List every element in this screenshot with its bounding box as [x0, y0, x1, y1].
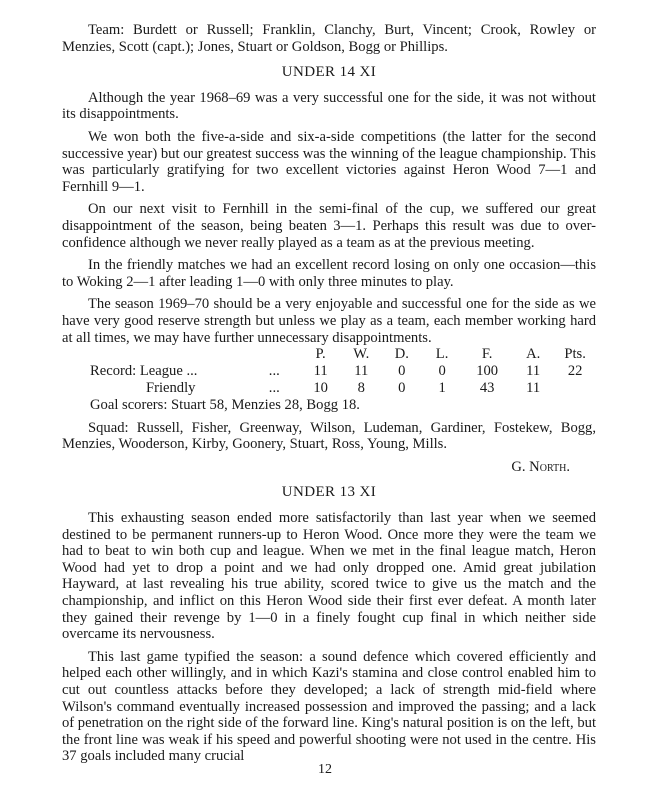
friendly-label: Friendly — [146, 380, 196, 397]
signature: G. North. — [511, 458, 570, 475]
under13-paragraph-2: This last game typified the season: a sound defence which covered efficiently and helped each other willingly, and in which Kazi's stamina and close control enabled him to cut out countless attacks before they developed; a lack of strength mid-field where Wilson's command eventually increased possession and improved the passing; and a lack of penetration on the right side of the forward line. King's natural position is on the left, but the front line was weak if his speed and powerful shooting were not used in the centre. His 37 goals included many crucial — [62, 648, 596, 765]
league-f: 100 — [476, 363, 499, 380]
record-header-l: L. — [435, 346, 449, 363]
record-header-d: D. — [394, 346, 409, 363]
league-dots-2: ... — [268, 363, 280, 380]
under14-paragraph-4: In the friendly matches we had an excellent record losing on only one occasion—this to Woking 2—1 after leading 1—0 with only three minutes to play. — [62, 257, 596, 290]
league-d: 0 — [398, 363, 406, 380]
league-dots-1: ... — [186, 363, 198, 380]
friendly-l: 1 — [438, 380, 446, 397]
friendly-pts — [554, 380, 596, 397]
goal-scorers: Goal scorers: Stuart 58, Menzies 28, Bogg 18. — [90, 397, 360, 414]
friendly-p: 10 — [313, 380, 328, 397]
league-a: 11 — [526, 363, 541, 380]
under14-paragraph-3: On our next visit to Fernhill in the semi-final of the cup, we suffered our great disappointment of the season, being beaten 3—1. Perhaps this result was due to over-confidence although we never really played as a team as at the previous meeting. — [62, 201, 596, 251]
league-label: League — [139, 363, 183, 380]
record-header-pts: Pts. — [564, 346, 586, 363]
under14-paragraph-5: The season 1969–70 should be a very enjoyable and successful one for the side as we have very good reserve strength but unless we play as a team, each member working hard at all times, we may have further unnecessary disappointments. — [62, 296, 596, 346]
page-number: 12 — [318, 762, 332, 777]
record-header-f: F. — [481, 346, 493, 363]
league-pts: 22 — [567, 363, 583, 380]
league-w: 11 — [354, 363, 369, 380]
league-p: 11 — [313, 363, 328, 380]
friendly-a: 11 — [526, 380, 541, 397]
record-label: Record: — [90, 363, 137, 380]
team-line: Team: Burdett or Russell; Franklin, Clanchy, Burt, Vincent; Crook, Rowley or Menzies, Scott (capt.); Jones, Stuart or Goldson, Bogg or Phillips. — [62, 22, 596, 55]
friendly-w: 8 — [357, 380, 365, 397]
record-row-friendly — [90, 380, 596, 397]
record-header-row — [90, 346, 596, 363]
record-header-w: W. — [353, 346, 370, 363]
record-row-league — [90, 363, 596, 380]
friendly-dots: ... — [268, 380, 280, 397]
record-table — [90, 346, 596, 397]
friendly-f: 43 — [479, 380, 495, 397]
under13-paragraph-1: This exhausting season ended more satisfactorily than last year when we seemed destined to be permanent runners-up to Heron Wood. Once more they were the team we had to beat to win both cup and league. When we met in the final league match, Heron Wood had yet to drop a point and we had only dropped one. Amid great jubilation Hayward, at last revealing his true ability, scored twice to give us the match and the championship, and inflict on this Heron Wood side their first ever defeat. A month later they gained their revenge by 1—0 in a finely fought cup final in which neither side overcame its nervousness. — [62, 510, 596, 643]
document-page — [62, 22, 596, 771]
friendly-d: 0 — [398, 380, 406, 397]
section-heading-under13: UNDER 13 XI — [281, 484, 377, 501]
section-heading-under14: UNDER 14 XI — [281, 64, 377, 81]
record-header-p: P. — [315, 346, 326, 363]
under14-paragraph-2: We won both the five-a-side and six-a-side competitions (the latter for the second successive year) but our greatest success was the winning of the league championship. This was particularly gratifying for two excellent victories against Heron Wood 7—1 and Fernhill 9—1. — [62, 128, 596, 195]
league-l: 0 — [438, 363, 446, 380]
squad-list: Squad: Russell, Fisher, Greenway, Wilson, Ludeman, Gardiner, Fostekew, Bogg, Menzies, Wooderson, Kirby, Goonery, Stuart, Ross, Young, Mills. — [62, 419, 596, 453]
record-header-a: A. — [526, 346, 541, 363]
under14-paragraph-1: Although the year 1968–69 was a very successful one for the side, it was not without its disappointments. — [62, 89, 596, 123]
